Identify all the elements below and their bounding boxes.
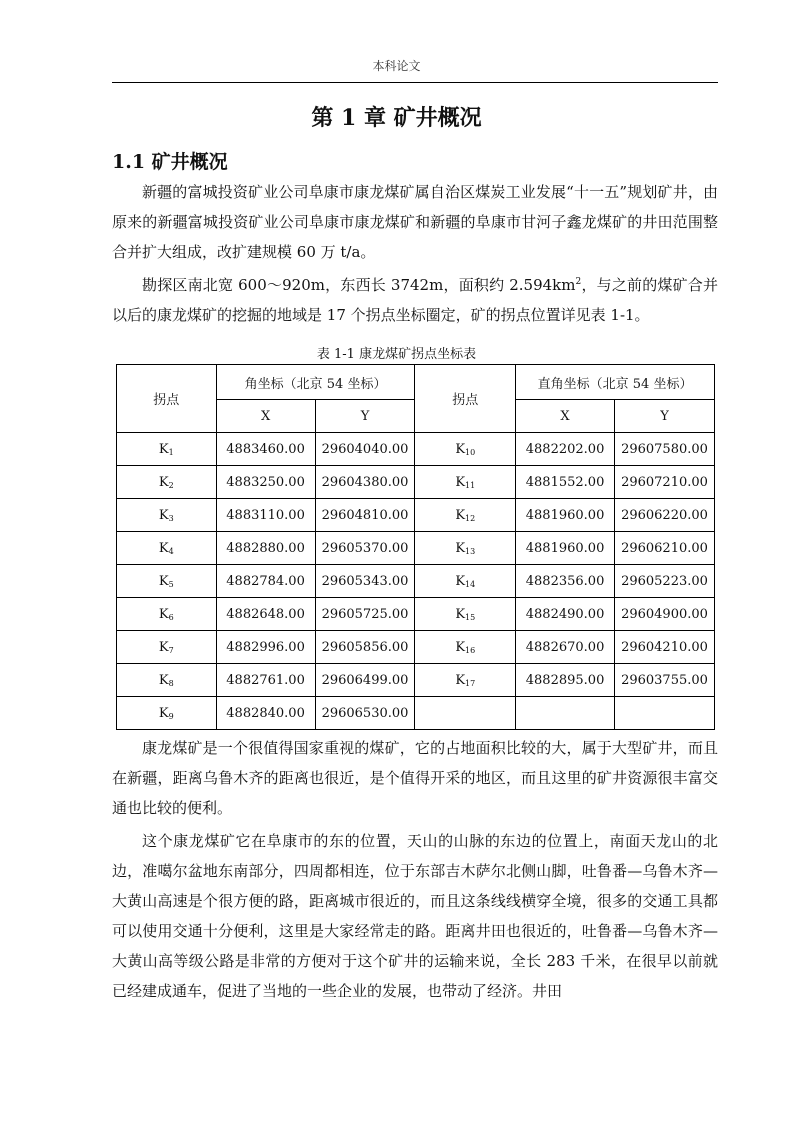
point-letter: K xyxy=(455,474,466,490)
y-cell-left: 29605343.00 xyxy=(315,565,415,598)
point-cell-right xyxy=(415,433,516,466)
y-cell-right: 29603755.00 xyxy=(615,664,715,697)
x-cell-left: 4883250.00 xyxy=(216,466,315,499)
header-rectangular-coordinates: 直角坐标（北京 54 坐标） xyxy=(516,365,715,400)
paragraph-2-text-a: 勘探区南北宽 600～920m，东西长 3742m，面积约 2.594km xyxy=(142,276,576,294)
header-x-right: X xyxy=(516,400,615,433)
point-index: 7 xyxy=(168,645,174,655)
coordinate-table xyxy=(116,364,715,730)
paragraph-2-text-b: ，与之前的煤矿合并以后的康龙煤矿的挖掘的地域是 17 个拐点坐标圈定，矿的拐点位置详见表 1-1。 xyxy=(112,276,718,324)
point-cell-right xyxy=(415,598,516,631)
point-letter: K xyxy=(455,639,466,655)
y-cell-right: 29606220.00 xyxy=(615,499,715,532)
x-cell-left: 4882840.00 xyxy=(216,697,315,730)
section-title: 1.1 矿井概况 xyxy=(112,151,228,173)
table-row xyxy=(117,565,715,598)
table-row xyxy=(117,433,715,466)
point-index: 9 xyxy=(168,711,174,721)
point-letter: K xyxy=(455,573,466,589)
header-y-left: Y xyxy=(315,400,415,433)
point-index: 14 xyxy=(465,579,476,589)
point-index: 15 xyxy=(465,612,476,622)
x-cell-right: 4881960.00 xyxy=(516,499,615,532)
point-cell-right xyxy=(415,697,516,730)
point-index: 8 xyxy=(168,678,174,688)
point-index: 1 xyxy=(168,447,174,457)
point-index: 6 xyxy=(168,612,174,622)
y-cell-left: 29605370.00 xyxy=(315,532,415,565)
x-cell-right: 4882356.00 xyxy=(516,565,615,598)
point-cell-left xyxy=(117,697,217,730)
point-cell-right xyxy=(415,664,516,697)
table-row xyxy=(117,697,715,730)
point-index: 17 xyxy=(465,678,476,688)
y-cell-right xyxy=(615,697,715,730)
header-rule xyxy=(112,82,718,83)
header-point-left: 拐点 xyxy=(117,365,217,433)
point-index: 5 xyxy=(168,579,174,589)
x-cell-left: 4882648.00 xyxy=(216,598,315,631)
point-cell-left xyxy=(117,631,217,664)
y-cell-left: 29606530.00 xyxy=(315,697,415,730)
header-y-right: Y xyxy=(615,400,715,433)
page-header: 本科论文 xyxy=(372,59,421,73)
y-cell-left: 29604380.00 xyxy=(315,466,415,499)
table-row xyxy=(117,631,715,664)
x-cell-left: 4882996.00 xyxy=(216,631,315,664)
x-cell-right: 4882202.00 xyxy=(516,433,615,466)
point-index: 2 xyxy=(168,480,174,490)
paragraph-3: 康龙煤矿是一个很值得国家重视的煤矿，它的占地面积比较的大，属于大型矿井，而且在新疆，距离乌鲁木齐的距离也很近，是个值得开采的地区，而且这里的矿井资源很丰富交通也比较的便利。 xyxy=(112,739,718,817)
point-letter: K xyxy=(158,672,169,688)
point-letter: K xyxy=(455,441,466,457)
point-index: 3 xyxy=(168,513,174,523)
point-letter: K xyxy=(455,606,466,622)
x-cell-left: 4883460.00 xyxy=(216,433,315,466)
y-cell-right: 29604210.00 xyxy=(615,631,715,664)
y-cell-right: 29607580.00 xyxy=(615,433,715,466)
y-cell-left: 29606499.00 xyxy=(315,664,415,697)
point-cell-left xyxy=(117,565,217,598)
point-index: 13 xyxy=(465,546,476,556)
chapter-title: 第 1 章 矿井概况 xyxy=(311,105,482,131)
point-letter: K xyxy=(158,540,169,556)
paragraph-1: 新疆的富城投资矿业公司阜康市康龙煤矿属自治区煤炭工业发展“十一五”规划矿井，由原来的新疆富城投资矿业公司阜康市康龙煤矿和新疆的阜康市甘河子鑫龙煤矿的井田范围整合并扩大组成，改扩建规模 60 万 t/a。 xyxy=(112,183,718,261)
table-row xyxy=(117,598,715,631)
table-row xyxy=(117,499,715,532)
y-cell-right: 29607210.00 xyxy=(615,466,715,499)
point-cell-left xyxy=(117,664,217,697)
x-cell-right: 4882670.00 xyxy=(516,631,615,664)
x-cell-right xyxy=(516,697,615,730)
paragraph-4: 这个康龙煤矿它在阜康市的东的位置，天山的山脉的东边的位置上，南面天龙山的北边，准噶尔盆地东南部分，四周都相连，位于东部吉木萨尔北侧山脚，吐鲁番—乌鲁木齐—大黄山高速是个很方便的路，距离城市很近的，而且这条线线横穿全境，很多的交通工具都可以使用交通十分便利，这里是大家经常走的路。距离井田也很近的，吐鲁番—乌鲁木齐—大黄山高等级公路是非常的方便对于这个矿井的运输来说，全长 283 千米，在很早以前就已经建成通车，促进了当地的一些企业的发展，也带动了经济。井田 xyxy=(112,832,718,1000)
x-cell-left: 4882880.00 xyxy=(216,532,315,565)
point-letter: K xyxy=(158,705,169,721)
point-cell-right xyxy=(415,466,516,499)
point-index: 10 xyxy=(465,447,476,457)
x-cell-right: 4882895.00 xyxy=(516,664,615,697)
point-cell-left xyxy=(117,598,217,631)
point-index: 16 xyxy=(465,645,476,655)
header-point-right: 拐点 xyxy=(415,365,516,433)
x-cell-left: 4882761.00 xyxy=(216,664,315,697)
header-angular-coordinates: 角坐标（北京 54 坐标） xyxy=(216,365,415,400)
point-cell-left xyxy=(117,433,217,466)
y-cell-left: 29605856.00 xyxy=(315,631,415,664)
table-caption: 表 1-1 康龙煤矿拐点坐标表 xyxy=(316,347,477,362)
area-unit-superscript: 2 xyxy=(575,277,582,287)
y-cell-right: 29606210.00 xyxy=(615,532,715,565)
point-index: 4 xyxy=(168,546,174,556)
point-cell-left xyxy=(117,466,217,499)
point-letter: K xyxy=(158,474,169,490)
x-cell-right: 4881960.00 xyxy=(516,532,615,565)
x-cell-right: 4882490.00 xyxy=(516,598,615,631)
table-row xyxy=(117,532,715,565)
point-cell-left xyxy=(117,532,217,565)
point-letter: K xyxy=(455,540,466,556)
table-row xyxy=(117,466,715,499)
y-cell-right: 29604900.00 xyxy=(615,598,715,631)
point-cell-left xyxy=(117,499,217,532)
point-cell-right xyxy=(415,565,516,598)
point-index: 12 xyxy=(465,513,476,523)
x-cell-left: 4882784.00 xyxy=(216,565,315,598)
y-cell-left: 29604810.00 xyxy=(315,499,415,532)
point-letter: K xyxy=(158,606,169,622)
paragraph-2 xyxy=(112,270,718,330)
point-letter: K xyxy=(455,507,466,523)
point-letter: K xyxy=(158,507,169,523)
y-cell-right: 29605223.00 xyxy=(615,565,715,598)
x-cell-right: 4881552.00 xyxy=(516,466,615,499)
y-cell-left: 29604040.00 xyxy=(315,433,415,466)
x-cell-left: 4883110.00 xyxy=(216,499,315,532)
y-cell-left: 29605725.00 xyxy=(315,598,415,631)
point-cell-right xyxy=(415,631,516,664)
point-letter: K xyxy=(158,573,169,589)
point-letter: K xyxy=(158,441,169,457)
point-letter: K xyxy=(158,639,169,655)
table-row xyxy=(117,664,715,697)
point-cell-right xyxy=(415,532,516,565)
point-index: 11 xyxy=(465,480,476,490)
header-x-left: X xyxy=(216,400,315,433)
point-letter: K xyxy=(455,672,466,688)
point-cell-right xyxy=(415,499,516,532)
